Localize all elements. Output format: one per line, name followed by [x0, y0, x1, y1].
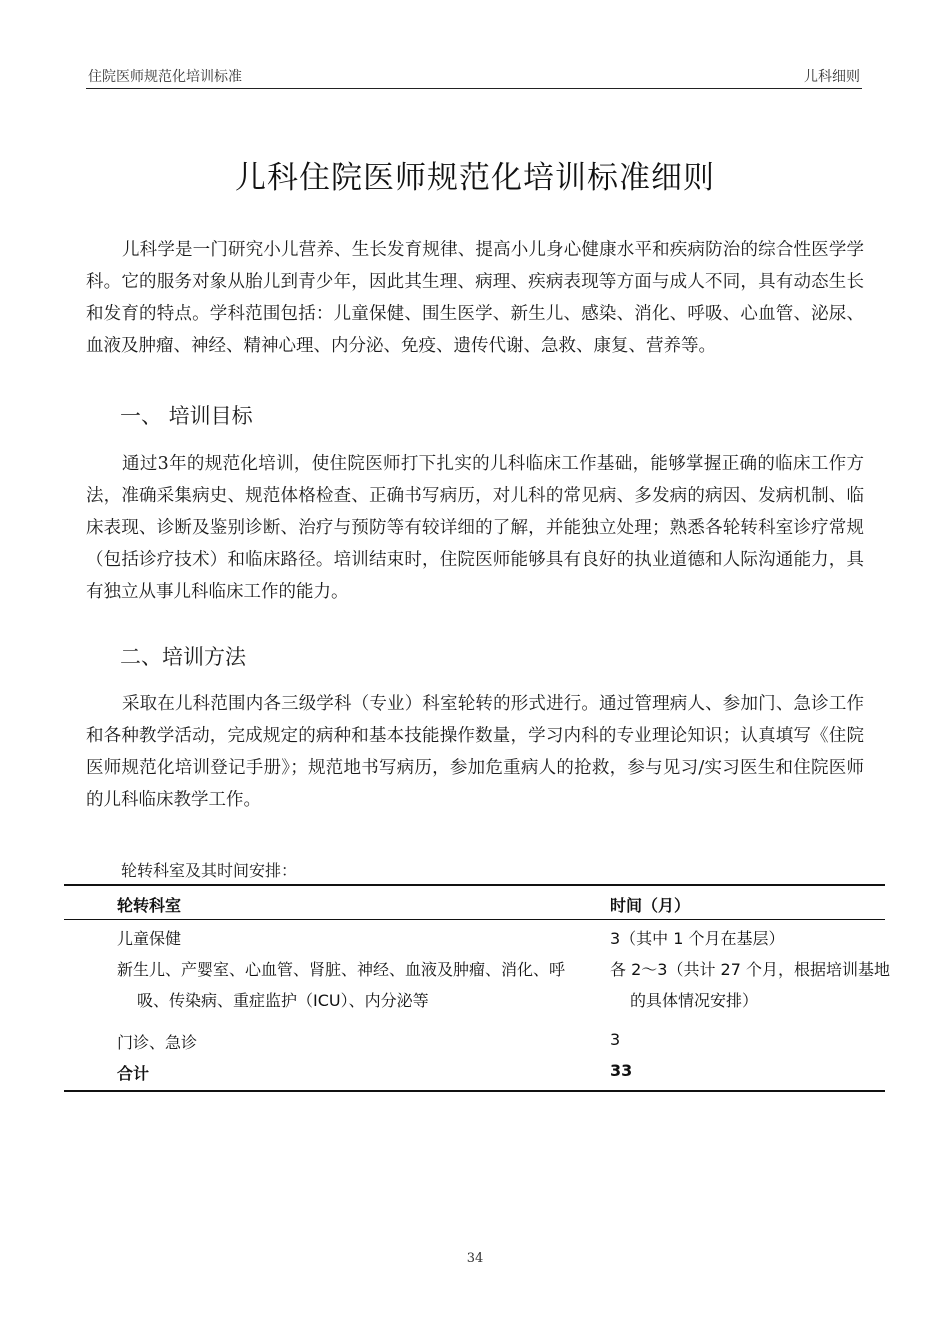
table-cell-department: 新生儿、产婴室、心血管、肾脏、神经、血液及肿瘤、消化、呼吸、传染病、重症监护（ICU）、内分泌等 [117, 960, 566, 1010]
section-heading-training-methods: 二、培训方法 [120, 645, 246, 669]
page-header [86, 64, 862, 89]
section-heading-training-goals: 一、 培训目标 [120, 404, 253, 428]
header-section-name: 儿科细则 [804, 69, 860, 85]
table-cell-duration: 3（其中 1 个月在基层） [610, 929, 785, 948]
table-header-department: 轮转科室 [117, 896, 182, 915]
rotation-table [64, 884, 890, 1092]
table-cell-duration: 各 2～3（共计 27 个月，根据培训基地的具体情况安排） [610, 960, 890, 1010]
table-total-label: 合计 [117, 1064, 150, 1083]
training-methods-paragraph: 采取在儿科范围内各三级学科（专业）科室轮转的形式进行。通过管理病人、参加门、急诊工作和各种教学活动，完成规定的病种和基本技能操作数量，学习内科的专业理论知识；认真填写《住院医师规范化培训登记手册》；规范地书写病历，参加危重病人的抢救，参与见习/实习医生和住院医师的儿科临床教学工作。 [86, 694, 864, 810]
page-title: 儿科住院医师规范化培训标准细则 [235, 160, 715, 196]
table-caption: 轮转科室及其时间安排： [121, 861, 298, 880]
page-number: 34 [466, 1251, 484, 1266]
table-cell-department: 门诊、急诊 [117, 1033, 198, 1052]
header-document-title: 住院医师规范化培训标准 [88, 69, 242, 85]
table-cell-department: 儿童保健 [117, 929, 182, 948]
table-header-duration: 时间（月） [610, 896, 691, 915]
header-divider [64, 919, 885, 920]
training-goals-paragraph: 通过3年的规范化培训，使住院医师打下扎实的儿科临床工作基础，能够掌握正确的临床工作方法，准确采集病史、规范体格检查、正确书写病历，对儿科的常见病、多发病的病因、发病机制、临床表现、诊断及鉴别诊断、治疗与预防等有较详细的了解，并能独立处理；熟悉各轮转科室诊疗常规（包括诊疗技术）和临床路径。培训结束时，住院医师能够具有良好的执业道德和人际沟通能力，具有独立从事儿科临床工作的能力。 [86, 454, 864, 602]
table-cell-duration: 3 [610, 1030, 621, 1049]
intro-paragraph: 儿科学是一门研究小儿营养、生长发育规律、提高小儿身心健康水平和疾病防治的综合性医学学科。它的服务对象从胎儿到青少年，因此其生理、病理、疾病表现等方面与成人不同，具有动态生长和发育的特点。学科范围包括：儿童保健、围生医学、新生儿、感染、消化、呼吸、心血管、泌尿、血液及肿瘤、神经、精神心理、内分泌、免疫、遗传代谢、急救、康复、营养等。 [86, 240, 864, 356]
table-total-value: 33 [610, 1061, 633, 1080]
